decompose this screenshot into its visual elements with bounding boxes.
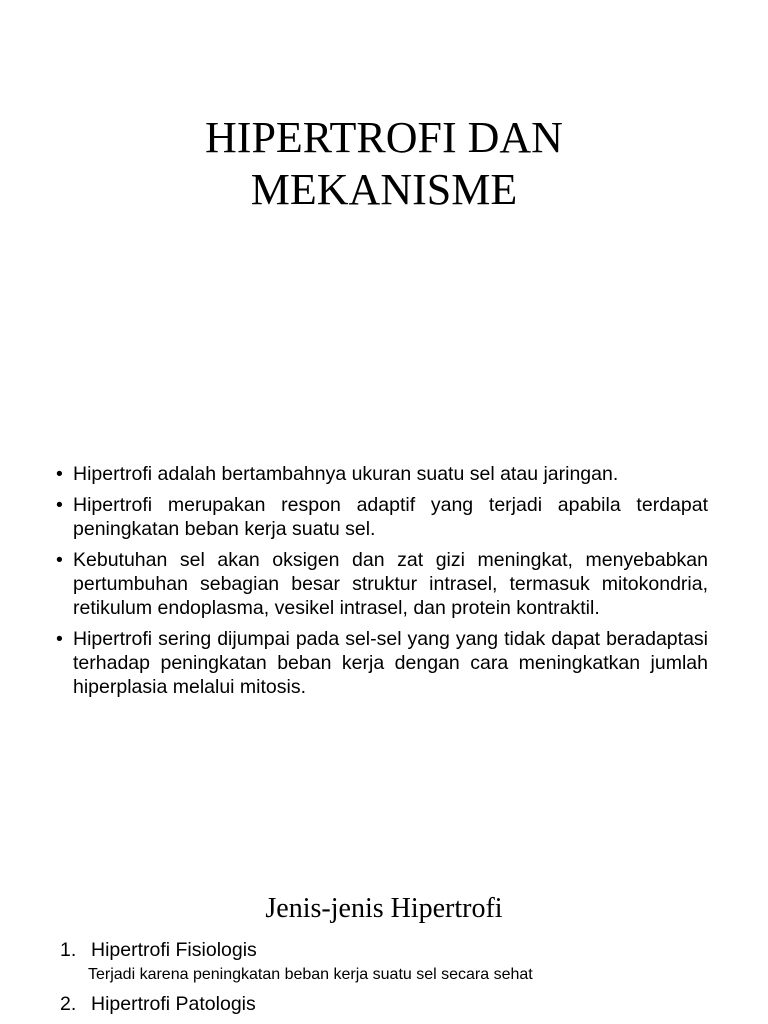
bullet-text: Kebutuhan sel akan oksigen dan zat gizi meningkat, menyebabkan pertumbuhan sebagian besar struktur intrasel, termasuk mitokondria, retikulum endoplasma, vesikel intrasel, dan protein kontraktil. [73, 549, 708, 619]
bullet-item [56, 627, 708, 699]
type-description: Terjadi karena peningkatan beban kerja suatu sel secara sehat [88, 966, 533, 983]
bullet-icon: • [56, 463, 63, 485]
type-number: 2. [60, 993, 77, 1015]
type-list-item [60, 992, 740, 1016]
slide-title-line-1: HIPERTROFI DAN [205, 113, 563, 162]
bullet-list [56, 462, 708, 706]
hipertrofi-types-list [60, 938, 740, 1016]
type-label: Hipertrofi Patologis [91, 993, 256, 1015]
bullet-item [56, 493, 708, 541]
type-list-item [60, 938, 740, 986]
bullet-icon: • [56, 549, 63, 571]
type-heading [60, 938, 740, 962]
type-label: Hipertrofi Fisiologis [91, 939, 257, 961]
type-number: 1. [60, 939, 77, 961]
slide-jenis-hipertrofi [0, 768, 768, 1024]
slide-title-line-2: MEKANISME [250, 165, 518, 214]
bullet-item [56, 548, 708, 620]
bullet-text: Hipertrofi sering dijumpai pada sel-sel yang yang tidak dapat beradaptasi terhadap peningkatan beban kerja dengan cara meningkatkan jumlah hiperplasia melalui mitosis. [73, 628, 708, 698]
bullet-item [56, 462, 708, 486]
bullet-icon: • [56, 494, 63, 516]
section-title: Jenis-jenis Hipertrofi [265, 893, 503, 924]
bullet-text: Hipertrofi adalah bertambahnya ukuran suatu sel atau jaringan. [73, 463, 619, 485]
type-heading [60, 992, 740, 1016]
slide-title [0, 112, 768, 216]
bullet-icon: • [56, 628, 63, 650]
bullet-text: Hipertrofi merupakan respon adaptif yang terjadi apabila terdapat peningkatan beban kerja suatu sel. [73, 494, 708, 540]
